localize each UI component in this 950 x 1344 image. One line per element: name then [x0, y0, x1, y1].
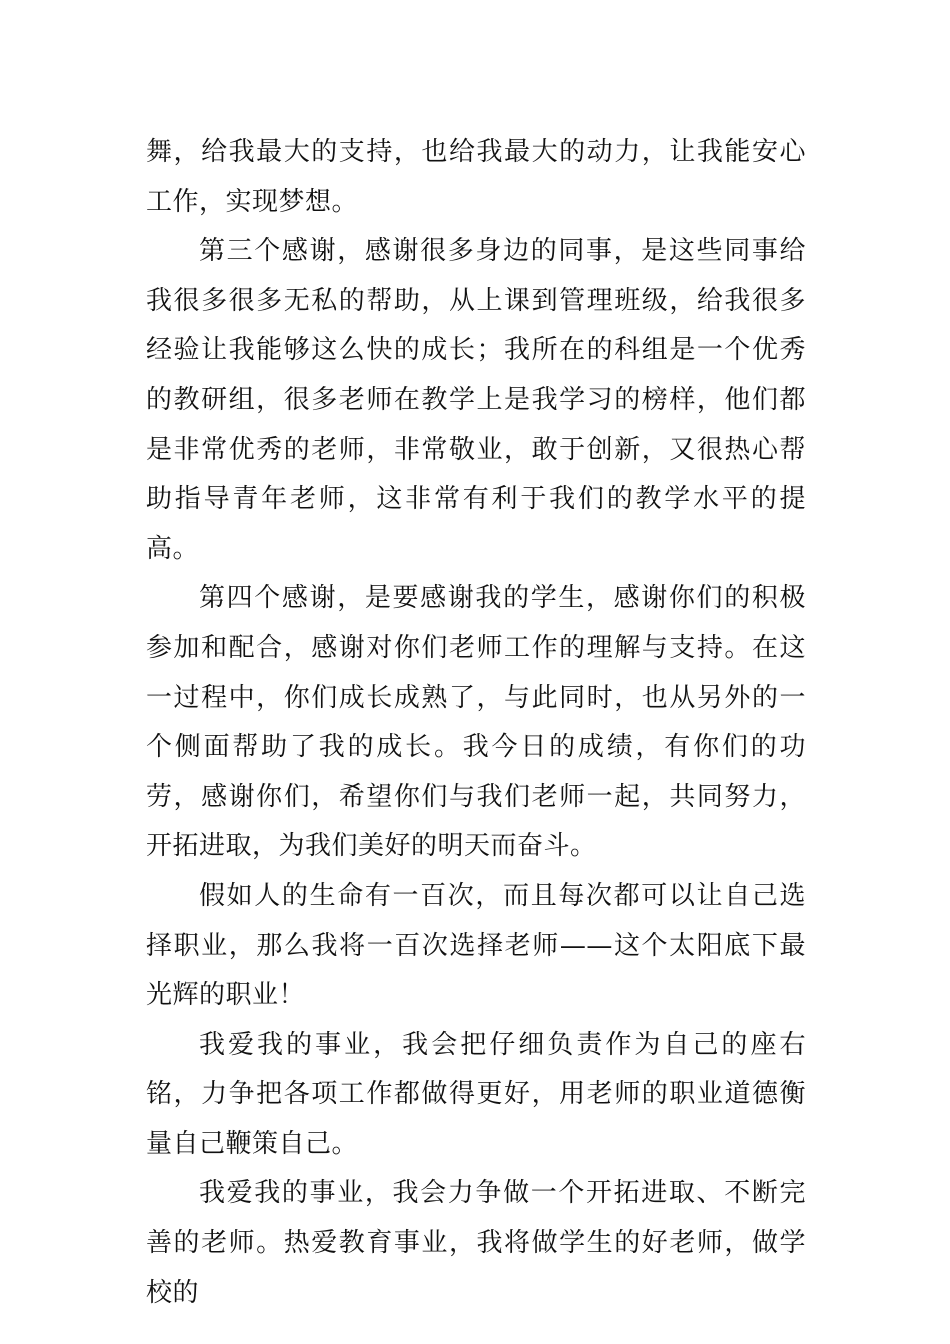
document-body [146, 128, 806, 1318]
paragraph-2: 第三个感谢，感谢很多身边的同事，是这些同事给我很多很多无私的帮助，从上课到管理班级，给我很多经验让我能够这么快的成长；我所在的科组是一个优秀的教研组，很多老师在教学上是我学习的榜样，他们都是非常优秀的老师，非常敬业，敢于创新，又很热心帮助指导青年老师，这非常有利于我们的教学水平的提高。 [146, 236, 806, 564]
paragraph-1: 舞，给我最大的支持，也给我最大的动力，让我能安心工作，实现梦想。 [146, 137, 806, 217]
paragraph-3: 第四个感谢，是要感谢我的学生，感谢你们的积极参加和配合，感谢对你们老师工作的理解与支持。在这一过程中，你们成长成熟了，与此同时，也从另外的一个侧面帮助了我的成长。我今日的成绩，有你们的功劳，感谢你们，希望你们与我们老师一起，共同努力，开拓进取，为我们美好的明天而奋斗。 [146, 583, 806, 862]
paragraph-5: 我爱我的事业，我会把仔细负责作为自己的座右铭，力争把各项工作都做得更好，用老师的职业道德衡量自己鞭策自己。 [146, 1029, 806, 1159]
paragraph-6: 我爱我的事业，我会力争做一个开拓进取、不断完善的老师。热爱教育事业，我将做学生的好老师，做学校的 [146, 1178, 806, 1308]
paragraph-4: 假如人的生命有一百次，而且每次都可以让自己选择职业，那么我将一百次选择老师——这个太阳底下最光辉的职业！ [146, 880, 806, 1011]
